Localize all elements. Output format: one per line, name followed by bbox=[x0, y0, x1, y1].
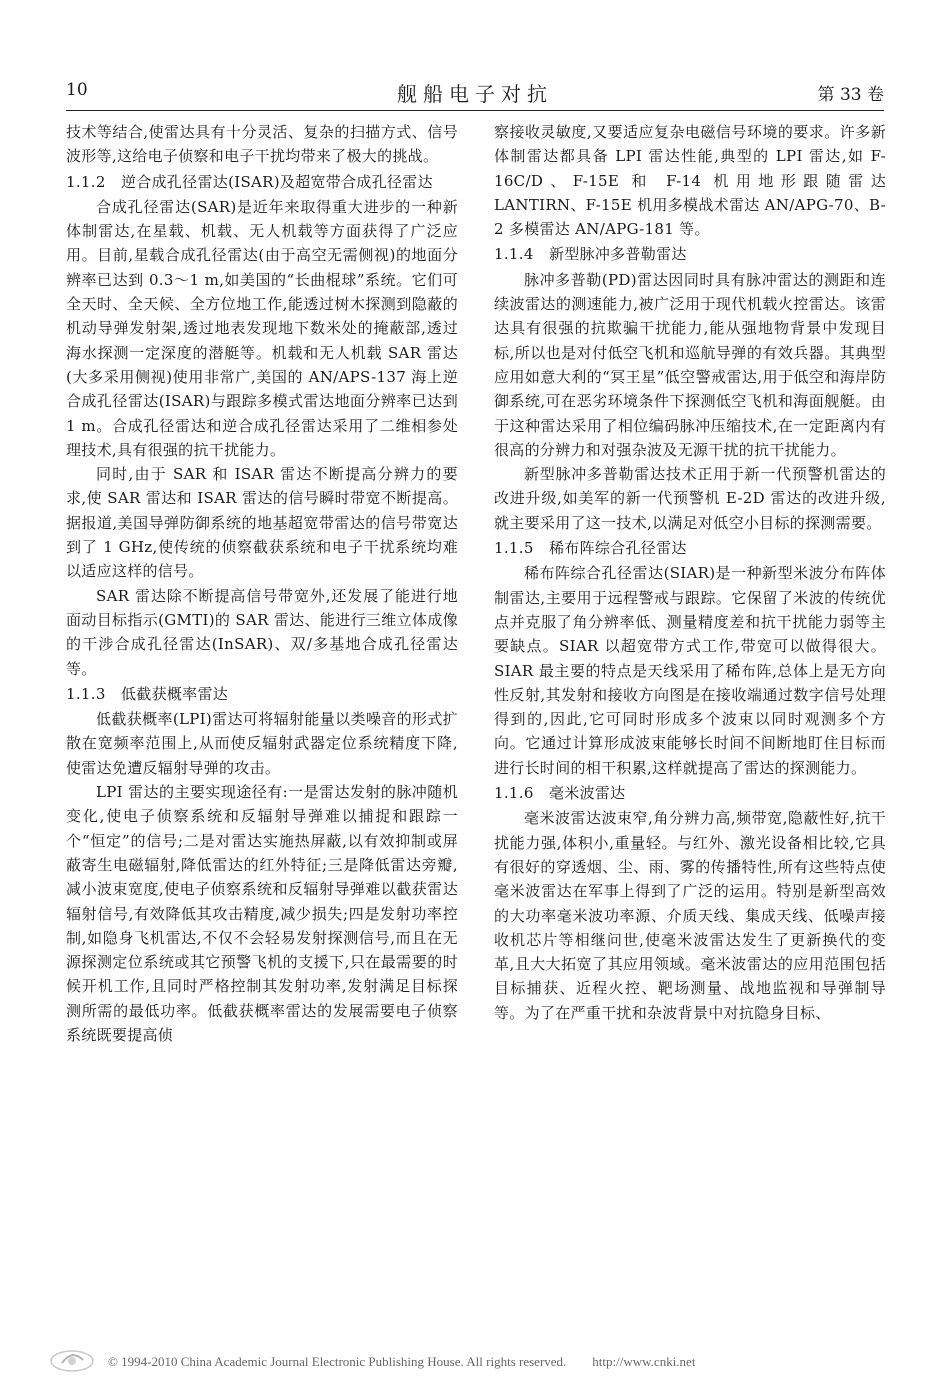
page-footer bbox=[48, 1346, 908, 1376]
body-paragraph: 新型脉冲多普勒雷达技术正用于新一代预警机雷达的改进升级,如美军的新一代预警机 E-2D 雷达的改进升级,就主要采用了这一技术,以满足对低空小目标的探测需要。 bbox=[494, 465, 886, 532]
page-header bbox=[66, 78, 884, 108]
page-number: 10 bbox=[66, 80, 88, 100]
section-heading: 1.1.4 新型脉冲多普勒雷达 bbox=[494, 245, 687, 264]
continued-paragraph: 技术等结合,使雷达具有十分灵活、复杂的扫描方式、信号波形等,这给电子侦察和电子干扰均带来了极大的挑战。 bbox=[66, 123, 458, 166]
journal-title: 舰船电子对抗 bbox=[397, 82, 553, 106]
body-paragraph: 合成孔径雷达(SAR)是近年来取得重大进步的一种新体制雷达,在星载、机载、无人机载等方面获得了广泛应用。目前,星载合成孔径雷达(由于高空无需侧视)的地面分辨率已达到 0.3～1 m,如美国的“长曲棍球”系统。它们可全天时、全天候、全方位地工作,能透过树木探测到隐蔽的机动导弹发射架,透过地表发现地下数米处的掩蔽部,透过海水探测一定深度的潜艇等。机载和无人机载 SAR 雷达(大多采用侧视)使用非常广,美国的 AN/APS-137 海上逆合成孔径雷达(ISAR)与跟踪多模式雷达地面分辨率已达到 1 m。合成孔径雷达和逆合成孔径雷达采用了二维相参处理技术,具有很强的抗干扰能力。 bbox=[66, 197, 458, 459]
body-paragraph: LPI 雷达的主要实现途径有:一是雷达发射的脉冲随机变化,使电子侦察系统和反辐射导弹难以捕捉和跟踪一个“恒定”的信号;二是对雷达实施热屏蔽,以有效抑制或屏蔽寄生电磁辐射,降低雷达的红外特征;三是降低雷达旁瓣,减小波束宽度,使电子侦察系统和反辐射导弹难以截获雷达辐射信号,有效降低其攻击精度,减少损失;四是发射功率控制,如隐身飞机雷达,不仅不会轻易发射探测信号,而且在无源探测定位系统或其它预警飞机的支援下,只在最需要的时候开机工作,且同时严格控制其发射功率,发射满足目标探测所需的最低功率。低截获概率雷达的发展需要电子侦察系统既要提高侦 bbox=[66, 783, 458, 1044]
right-column bbox=[494, 120, 886, 1025]
body-paragraph: 毫米波雷达波束窄,角分辨力高,频带宽,隐蔽性好,抗干扰能力强,体积小,重量轻。与红外、激光设备相比较,它具有很好的穿透烟、尘、雨、雾的传播特性,所有这些特点使毫米波雷达在军事上得到了广泛的运用。特别是新型高效的大功率毫米波功率源、介质天线、集成天线、低噪声接收机芯片等相继问世,使毫米波雷达发生了更新换代的变革,且大大拓宽了其应用领域。毫米波雷达的应用范围包括目标捕获、近程火控、靶场测量、战地监视和导弹制导等。为了在严重干扰和杂波背景中对抗隐身目标、 bbox=[494, 809, 886, 1022]
section-heading: 1.1.5 稀布阵综合孔径雷达 bbox=[494, 539, 687, 558]
left-column bbox=[66, 120, 458, 1047]
body-paragraph: 稀布阵综合孔径雷达(SIAR)是一种新型米波分布阵体制雷达,主要用于远程警戒与跟踪。它保留了米波的传统优点并克服了角分辨率低、测量精度差和抗干扰能力弱等主要缺点。SIAR 以超宽带方式工作,带宽可以做得很大。SIAR 最主要的特点是天线采用了稀布阵,总体上是无方向性反射,其发射和接收方向图是在接收端通过数字信号处理得到的,因此,它可同时形成多个波束以同时观测多个方向。它通过计算形成波束能够长时间不间断地盯住目标而进行长时间的相干积累,这样就提高了雷达的探测能力。 bbox=[494, 564, 886, 777]
header-divider bbox=[66, 110, 884, 111]
section-heading: 1.1.2 逆合成孔径雷达(ISAR)及超宽带合成孔径雷达 bbox=[66, 172, 433, 191]
body-paragraph: SAR 雷达除不断提高信号带宽外,还发展了能进行地面动目标指示(GMTI)的 SAR 雷达、能进行三维立体成像的干涉合成孔径雷达(InSAR)、双/多基地合成孔径雷达等。 bbox=[66, 586, 458, 678]
body-paragraph: 低截获概率(LPI)雷达可将辐射能量以类噪音的形式扩散在宽频率范围上,从而使反辐射武器定位系统精度下降,使雷达免遭反辐射导弹的攻击。 bbox=[66, 710, 458, 777]
copyright-notice: © 1994-2010 China Academic Journal Electronic Publishing House. All rights reserved. http://www.cnki.net bbox=[108, 1354, 696, 1369]
continued-paragraph: 察接收灵敏度,又要适应复杂电磁信号环境的要求。许多新体制雷达都具备 LPI 雷达性能,典型的 LPI 雷达,如 F-16C/D、F-15E 和 F-14 机用地形跟随雷达 LANTIRN、F-15E 机用多模战术雷达 AN/APG-70、B-2 多模雷达 AN/APG-181 等。 bbox=[494, 123, 886, 239]
body-paragraph: 同时,由于 SAR 和 ISAR 雷达不断提高分辨力的要求,使 SAR 雷达和 ISAR 雷达的信号瞬时带宽不断提高。据报道,美国导弹防御系统的地基超宽带雷达的信号带宽达到了 1 GHz,使传统的侦察截获系统和电子干扰系统均难以适应这样的信号。 bbox=[66, 465, 458, 581]
section-heading: 1.1.6 毫米波雷达 bbox=[494, 784, 626, 803]
cnki-logo-icon bbox=[48, 1346, 96, 1374]
volume-label: 第 33 卷 bbox=[817, 85, 884, 105]
body-paragraph: 脉冲多普勒(PD)雷达因同时具有脉冲雷达的测距和连续波雷达的测速能力,被广泛用于现代机载火控雷达。该雷达具有很强的抗欺骗干扰能力,能从强地物背景中发现目标,所以也是对付低空飞机和巡航导弹的有效兵器。其典型应用如意大利的“冥王星”低空警戒雷达,用于低空和海岸防御系统,可在恶劣环境条件下探测低空飞机和海面舰艇。由于这种雷达采用了相位编码脉冲压缩技术,在一定距离内有很高的分辨力和对强杂波及无源干扰的抗干扰能力。 bbox=[494, 270, 886, 459]
section-heading: 1.1.3 低截获概率雷达 bbox=[66, 684, 229, 703]
